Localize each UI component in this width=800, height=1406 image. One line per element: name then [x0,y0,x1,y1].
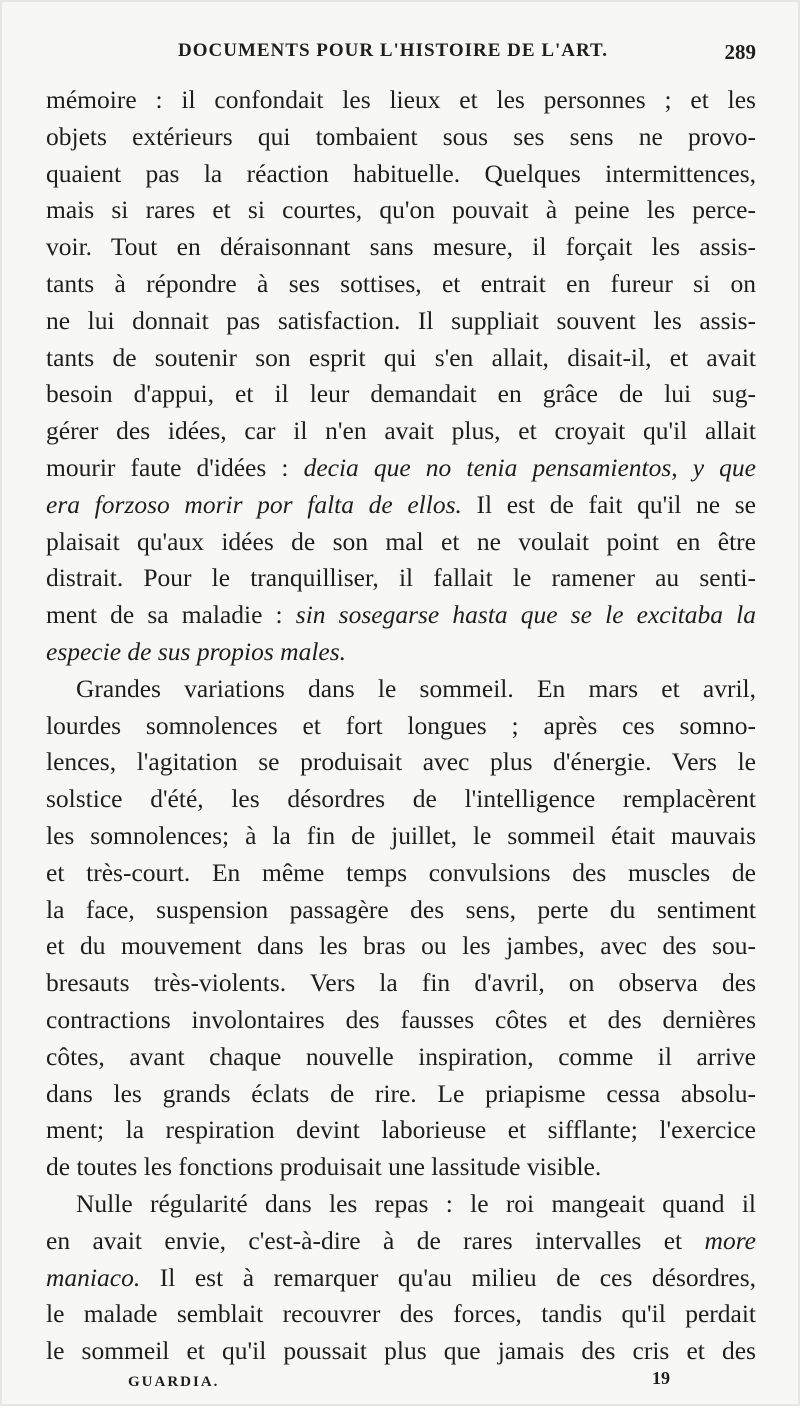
text-segment: lences, l'agitation se produisait avec plus d'énergie. Vers le [46,747,756,777]
text-line [46,560,756,597]
italic-quote: sin sosegarse hasta que se le excitaba la [295,600,756,630]
text-segment: en avait envie, c'est-à-dire à de rares intervalles et [46,1225,705,1255]
text-segment: ne lui donnait pas satisfaction. Il suppliait souvent les assis- [46,305,756,335]
text-segment: bresauts très-violents. Vers la fin d'avril, on observa des [46,968,756,998]
text-line [46,634,756,671]
text-line [46,524,756,561]
text-segment: et très-court. En même temps convulsions des muscles de [46,857,756,887]
italic-quote: maniaco. [46,1262,141,1292]
text-line [46,119,756,156]
text-line [46,1333,756,1370]
italic-quote: era forzoso morir por falta de ellos. [46,489,462,519]
text-segment: gérer des idées, car il n'en avait plus, et croyait qu'il allait [46,416,756,446]
text-segment: contractions involontaires des fausses côtes et des dernières [46,1005,756,1034]
text-line [46,744,756,781]
text-segment: côtes, avant chaque nouvelle inspiration, comme il arrive [46,1041,756,1071]
text-segment: Grandes variations dans le sommeil. En mars et avril, [76,673,756,703]
text-segment: le sommeil et qu'il poussait plus que jamais des cris et des [46,1336,756,1366]
text-segment: Il est de fait qu'il ne se [461,489,756,519]
signature-mark: GUARDIA. [128,1374,220,1390]
text-line [46,781,756,818]
text-line [46,855,756,892]
running-title: DOCUMENTS POUR L'HISTOIRE DE L'ART. [178,40,609,61]
text-line [46,82,756,119]
text-segment: besoin d'appui, et il leur demandait en grâce de lui sug- [46,379,756,409]
text-segment: lourdes somnolences et fort longues ; après ces somno- [46,710,756,740]
text-line [46,376,756,413]
text-segment: le malade semblait recouvrer des forces, tandis qu'il perdait [46,1299,756,1329]
text-segment: dans les grands éclats de rire. Le priapisme cessa absolu- [46,1078,756,1108]
text-line [46,892,756,929]
text-line [46,303,756,340]
text-segment: Il est à remarquer qu'au milieu de ces désordres, [140,1262,756,1292]
text-line [46,450,756,487]
text-line [46,1076,756,1113]
text-line [46,266,756,303]
italic-quote: decia que no tenia pensamientos, y que [303,453,756,482]
text-line [46,1223,756,1260]
text-line [46,928,756,965]
text-line [46,671,756,708]
text-line [46,413,756,450]
text-line [46,1186,756,1223]
text-segment: mais si rares et si courtes, qu'on pouvait à peine les perce- [46,195,756,225]
text-line [46,818,756,855]
text-segment: distrait. Pour le tranquilliser, il fallait le ramener au senti- [46,563,756,593]
text-segment: les somnolences; à la fin de juillet, le sommeil était mauvais [46,821,756,850]
text-line [46,156,756,193]
text-segment: quaient pas la réaction habituelle. Quelques intermittences, [46,158,756,188]
text-line [46,229,756,266]
text-line [46,1112,756,1149]
text-segment: objets extérieurs qui tombaient sous ses sens ne provo- [46,121,756,151]
text-line [46,1039,756,1076]
text-segment: Nulle régularité dans les repas : le roi mangeait quand il [76,1189,756,1218]
page-footer [46,1368,756,1398]
text-line [46,487,756,524]
text-line [46,1002,756,1039]
text-segment: et du mouvement dans les bras ou les jambes, avec des sou- [46,931,756,961]
text-segment: mourir faute d'idées : [46,453,304,482]
italic-quote: more [704,1225,756,1255]
text-segment: tants à répondre à ses sottises, et entrait en fureur si on [46,269,756,298]
sheet-number: 19 [652,1368,670,1388]
text-segment: mémoire : il confondait les lieux et les personnes ; et les [46,85,756,114]
text-line [46,597,756,634]
text-segment: tants de soutenir son esprit qui s'en allait, disait-il, et avait [46,342,756,372]
text-segment: de toutes les fonctions produisait une lassitude visible. [46,1152,602,1182]
text-segment: voir. Tout en déraisonnant sans mesure, il forçait les assis- [46,232,756,262]
page-number: 289 [724,40,756,64]
text-line [46,1296,756,1333]
text-segment: ment; la respiration devint laborieuse et sifflante; l'exercice [46,1115,756,1145]
text-line [46,340,756,377]
running-header [46,36,756,72]
text-line [46,1260,756,1297]
italic-quote: especie de sus propios males. [46,637,347,666]
text-segment: la face, suspension passagère des sens, perte du sentiment [46,894,756,924]
text-line [46,708,756,745]
text-line [46,1149,756,1186]
text-segment: plaisait qu'aux idées de son mal et ne voulait point en être [46,526,756,556]
text-segment: solstice d'été, les désordres de l'intelligence remplacèrent [46,784,756,814]
text-line [46,965,756,1002]
text-segment: ment de sa maladie : [46,600,296,630]
text-line [46,192,756,229]
